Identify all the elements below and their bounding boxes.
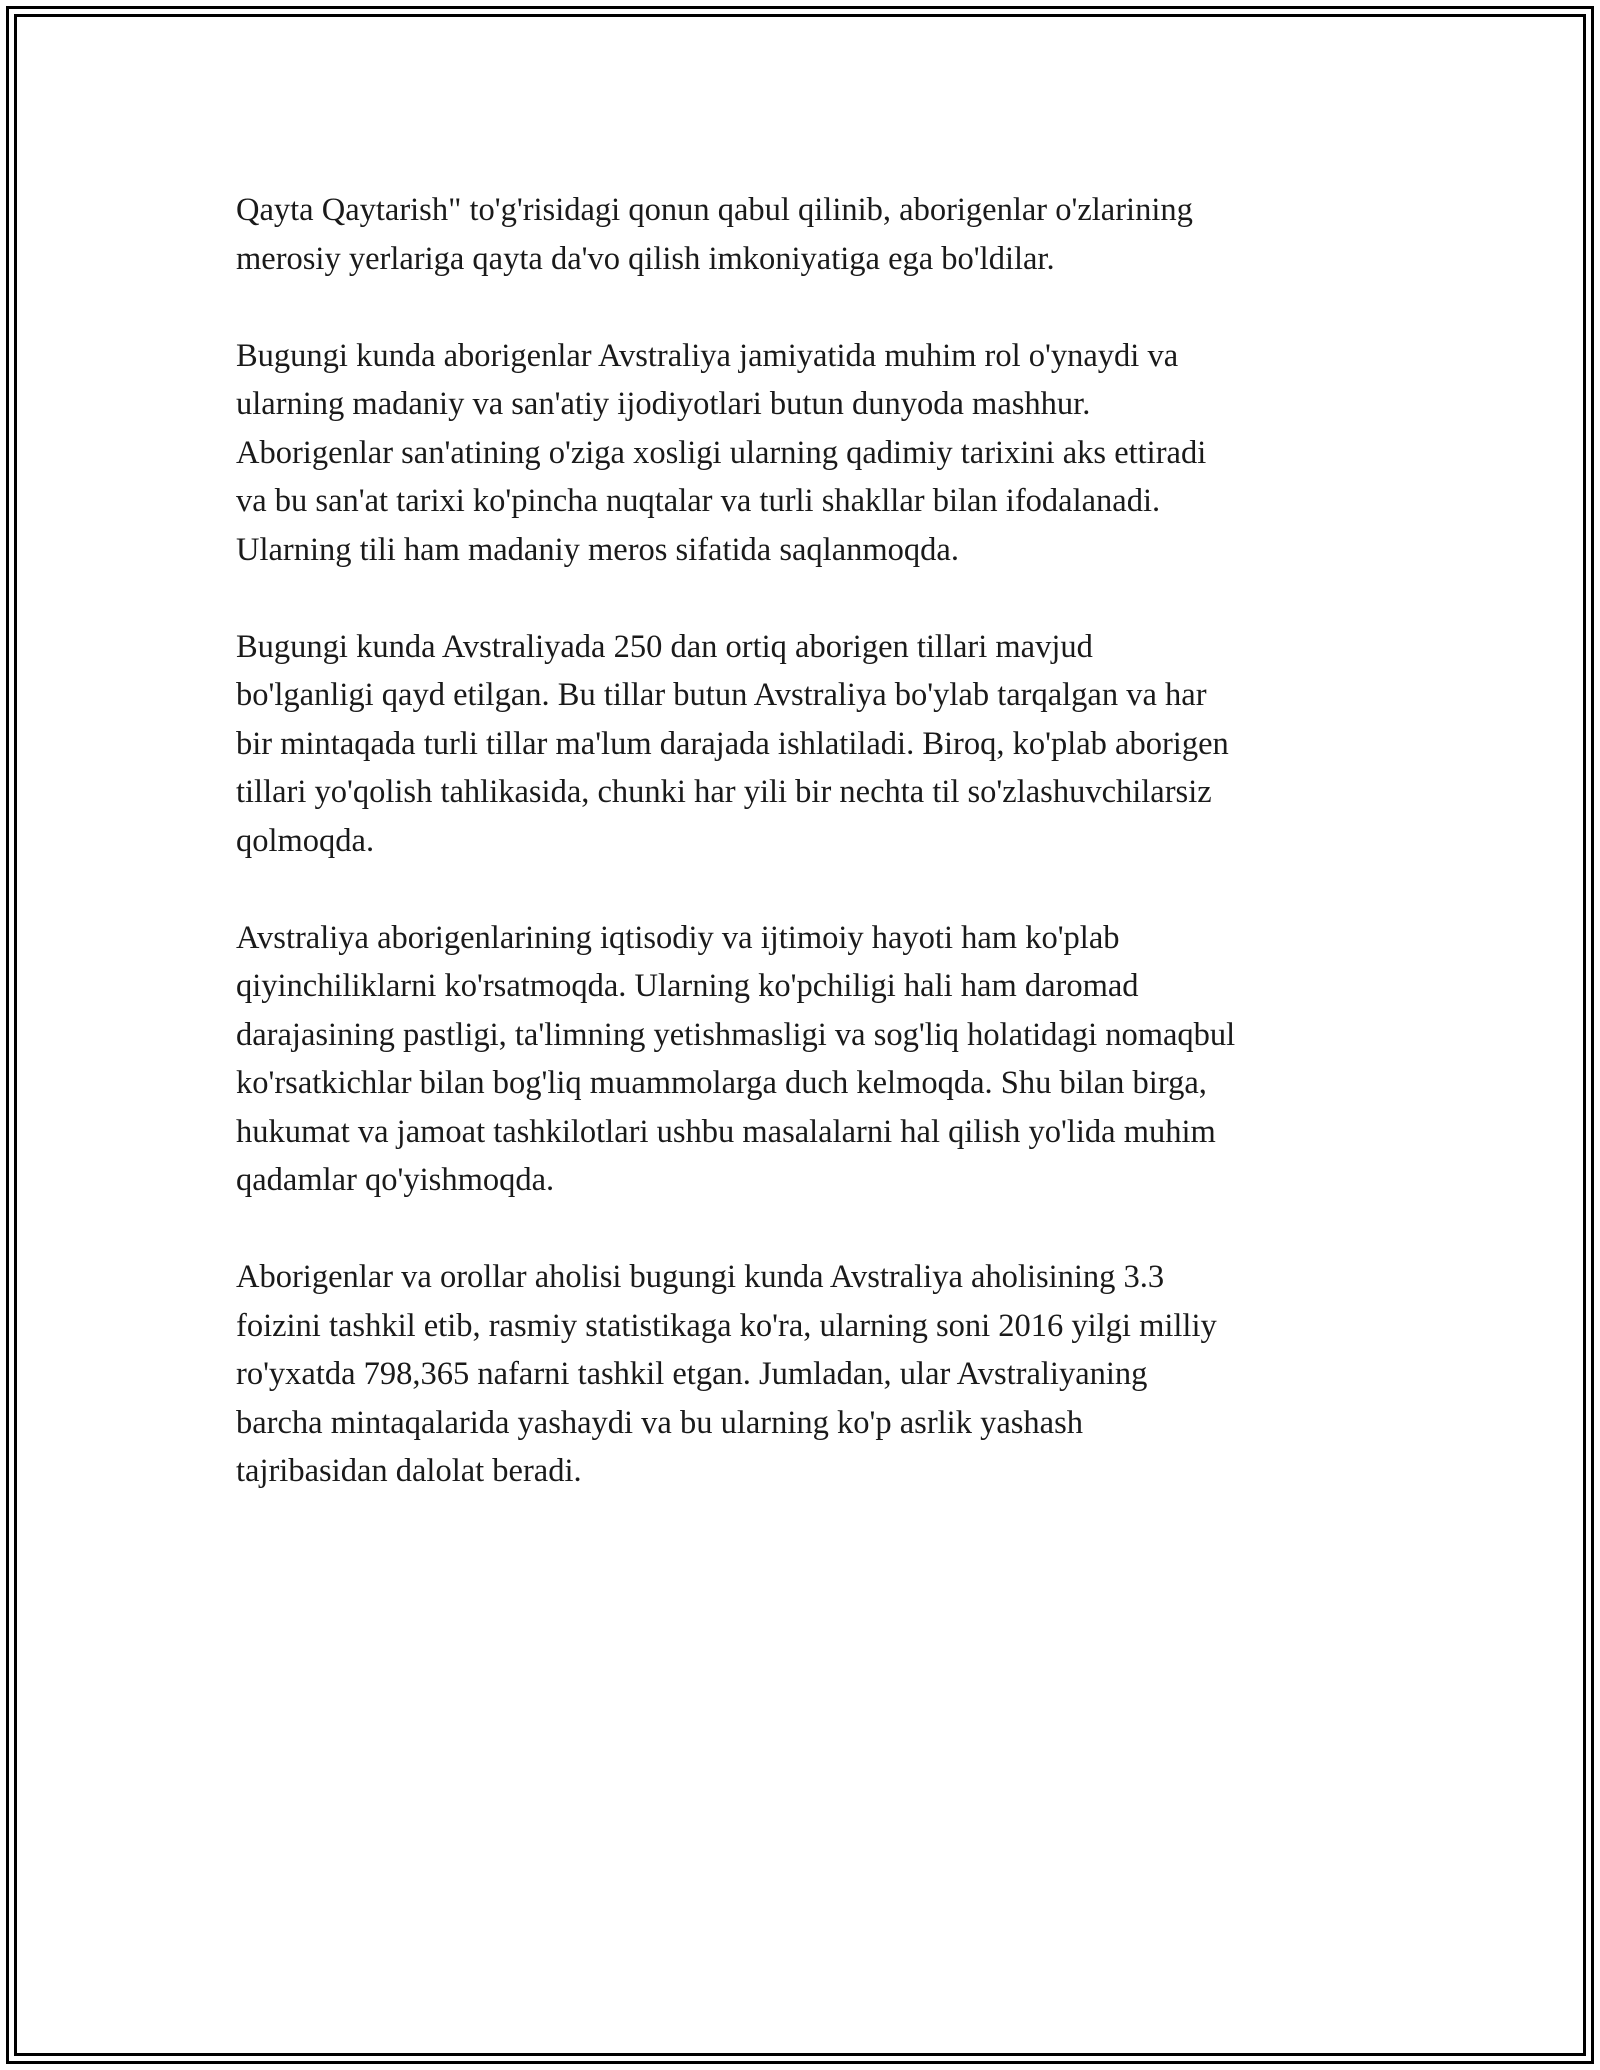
paragraph-4: Avstraliya aborigenlarining iqtisodiy va ijtimoiy hayoti ham ko'plab qiyinchiliklarni ko'rsatmoqda. Ularning ko'pchiligi hali ham daromad darajasining pastligi, ta'limning yetishmasligi va sog'liq holatidagi nomaqbul ko'rsatkichlar bilan bog'liq muammolarga duch kelmoqda. Shu bilan birga, hukumat va jamoat tashkilotlari ushbu masalalarni hal qilish yo'lida muhim qadamlar qo'yishmoqda. <box>236 919 1236 1198</box>
document-body <box>236 186 1366 1544</box>
paragraph-1: Qayta Qaytarish" to'g'risidagi qonun qabul qilinib, aborigenlar o'zlarining merosiy yerlariga qayta da'vo qilish imkoniyatiga ega bo'ldilar. <box>236 192 1193 277</box>
paragraph-3: Bugungi kunda Avstraliyada 250 dan ortiq aborigen tillari mavjud bo'lganligi qayd etilgan. Bu tillar butun Avstraliya bo'ylab tarqalgan va har bir mintaqada turli tillar ma'lum darajada ishlatiladi. Biroq, ko'plab aborigen tillari yo'qolish tahlikasida, chunki har yili bir nechta til so'zlashuvchilarsiz qolmoqda. <box>236 628 1229 859</box>
paragraph-2: Bugungi kunda aborigenlar Avstraliya jamiyatida muhim rol o'ynaydi va ularning madaniy va san'atiy ijodiyotlari butun dunyoda mashhur. Aborigenlar san'atining o'ziga xosligi ularning qadimiy tarixini aks ettiradi va bu san'at tarixi ko'pincha nuqtalar va turli shakllar bilan ifodalanadi. Ularning tili ham madaniy meros sifatida saqlanmoqda. <box>236 337 1207 568</box>
paragraph-5: Aborigenlar va orollar aholisi bugungi kunda Avstraliya aholisining 3.3 foizini tashkil etib, rasmiy statistikaga ko'ra, ularning soni 2016 yilgi milliy ro'yxatda 798,365 nafarni tashkil etgan. Jumladan, ular Avstraliyaning barcha mintaqalarida yashaydi va bu ularning ko'p asrlik yashash tajribasidan dalolat beradi. <box>236 1259 1217 1489</box>
